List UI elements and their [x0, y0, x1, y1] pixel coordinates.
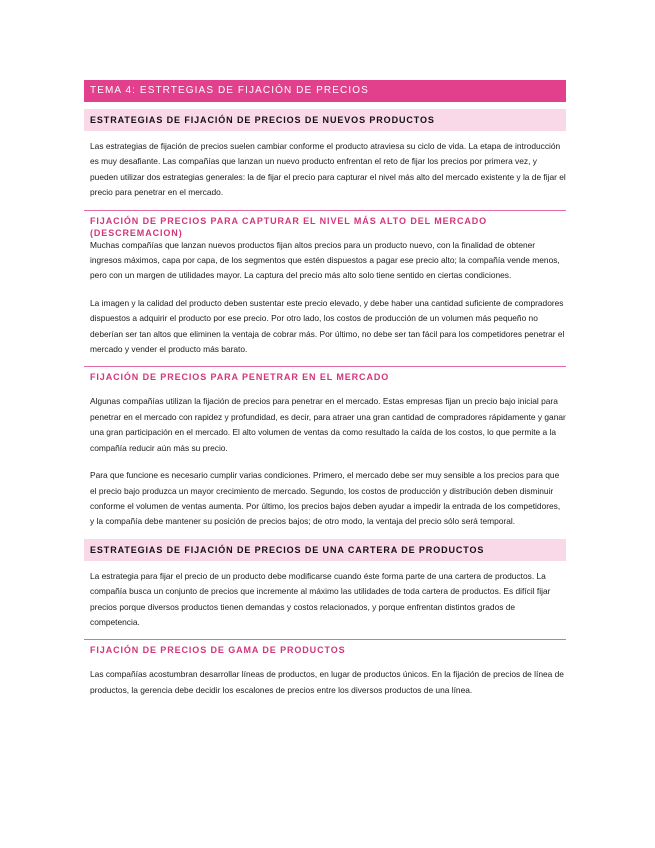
section-title-nuevos-productos: ESTRATEGIAS DE FIJACIÓN DE PRECIOS DE NUEVOS PRODUCTOS: [84, 109, 566, 131]
paragraph-gama: Las compañías acostumbran desarrollar líneas de productos, en lugar de productos únicos. En la fijación de precios de línea de productos, la gerencia debe decidir los escalones de precios entre los diversos productos de una línea.: [90, 669, 564, 695]
paragraph-cartera: La estrategia para fijar el precio de un producto debe modificarse cuando éste forma parte de una cartera de productos. La compañía busca un conjunto de precios que incremente al máximo las utilidades de toda cartera de productos. Es difícil fijar precios porque diversos productos tienen demandas y costos relacionados, y porque enfrentan distintos grados de competencia.: [90, 570, 551, 627]
subsection-title-descremacion: FIJACIÓN DE PRECIOS PARA CAPTURAR EL NIVEL MÁS ALTO DEL MERCADO (DESCREMACION): [84, 210, 566, 231]
paragraph-descremacion-1: Muchas compañías que lanzan nuevos productos fijan altos precios para un producto nuevo, con la finalidad de obtener ingresos máximos, capa por capa, de los segmentos que estén dispuestos a pagar ese precio alto; la compañía vende menos, pero con un margen de utilidades mayor. La captura del precio más alto solo tiene sentido en ciertas condiciones.: [90, 239, 560, 281]
subsection-title-gama: FIJACIÓN DE PRECIOS DE GAMA DE PRODUCTOS: [84, 639, 566, 660]
subsection-title-penetrar: FIJACIÓN DE PRECIOS PARA PENETRAR EN EL MERCADO: [84, 366, 566, 387]
tema-title: TEMA 4: ESTRTEGIAS DE FIJACIÓN DE PRECIOS: [84, 80, 566, 102]
paragraph-nuevos-productos: Las estrategias de fijación de precios suelen cambiar conforme el producto atraviesa su ciclo de vida. La etapa de introducción es muy desafiante. Las compañías que lanzan un nuevo producto enfrentan el reto de fijar los precios por primera vez, y pueden utilizar dos estrategias generales: la de fijar el precio para capturar el nivel más alto del mercado existente y la de fijar el precio para penetrar en el mercado.: [90, 141, 566, 198]
paragraph-penetrar-2: Para que funcione es necesario cumplir varias condiciones. Primero, el mercado debe ser muy sensible a los precios para que el precio bajo produzca un mayor crecimiento de mercado. Segundo, los costos de producción y distribución deben disminuir conforme el volumen de ventas aumenta. Por último, los precios bajos deben ayudar a impedir la entrada de los competidores, y la compañía debe mantener su posición de precios bajos; de otro modo, la ventaja del precio sólo será temporal.: [90, 470, 561, 527]
paragraph-descremacion-2: La imagen y la calidad del producto deben sustentar este precio elevado, y debe haber una cantidad suficiente de compradores dispuestos a adquirir el producto por ese precio. Por otro lado, los costos de producción de un volumen más pequeño no deberían ser tan altos que eliminen la ventaja de cobrar más. Por último, no debe ser tan fácil para los competidores penetrar el mercado y vender el producto más barato.: [90, 297, 565, 355]
document-page: [84, 80, 566, 698]
section-title-cartera: ESTRATEGIAS DE FIJACIÓN DE PRECIOS DE UNA CARTERA DE PRODUCTOS: [84, 539, 566, 561]
paragraph-penetrar-1: Algunas compañías utilizan la fijación de precios para penetrar en el mercado. Estas empresas fijan un precio bajo inicial para penetrar en el mercado con rapidez y profundidad, es decir, para atraer una gran cantidad de compradores rápidamente y ganar una gran participación en el mercado. El alto volumen de ventas da como resultado la caída de los costos, lo que permite a la compañía reducir aún más su precio.: [90, 396, 566, 453]
